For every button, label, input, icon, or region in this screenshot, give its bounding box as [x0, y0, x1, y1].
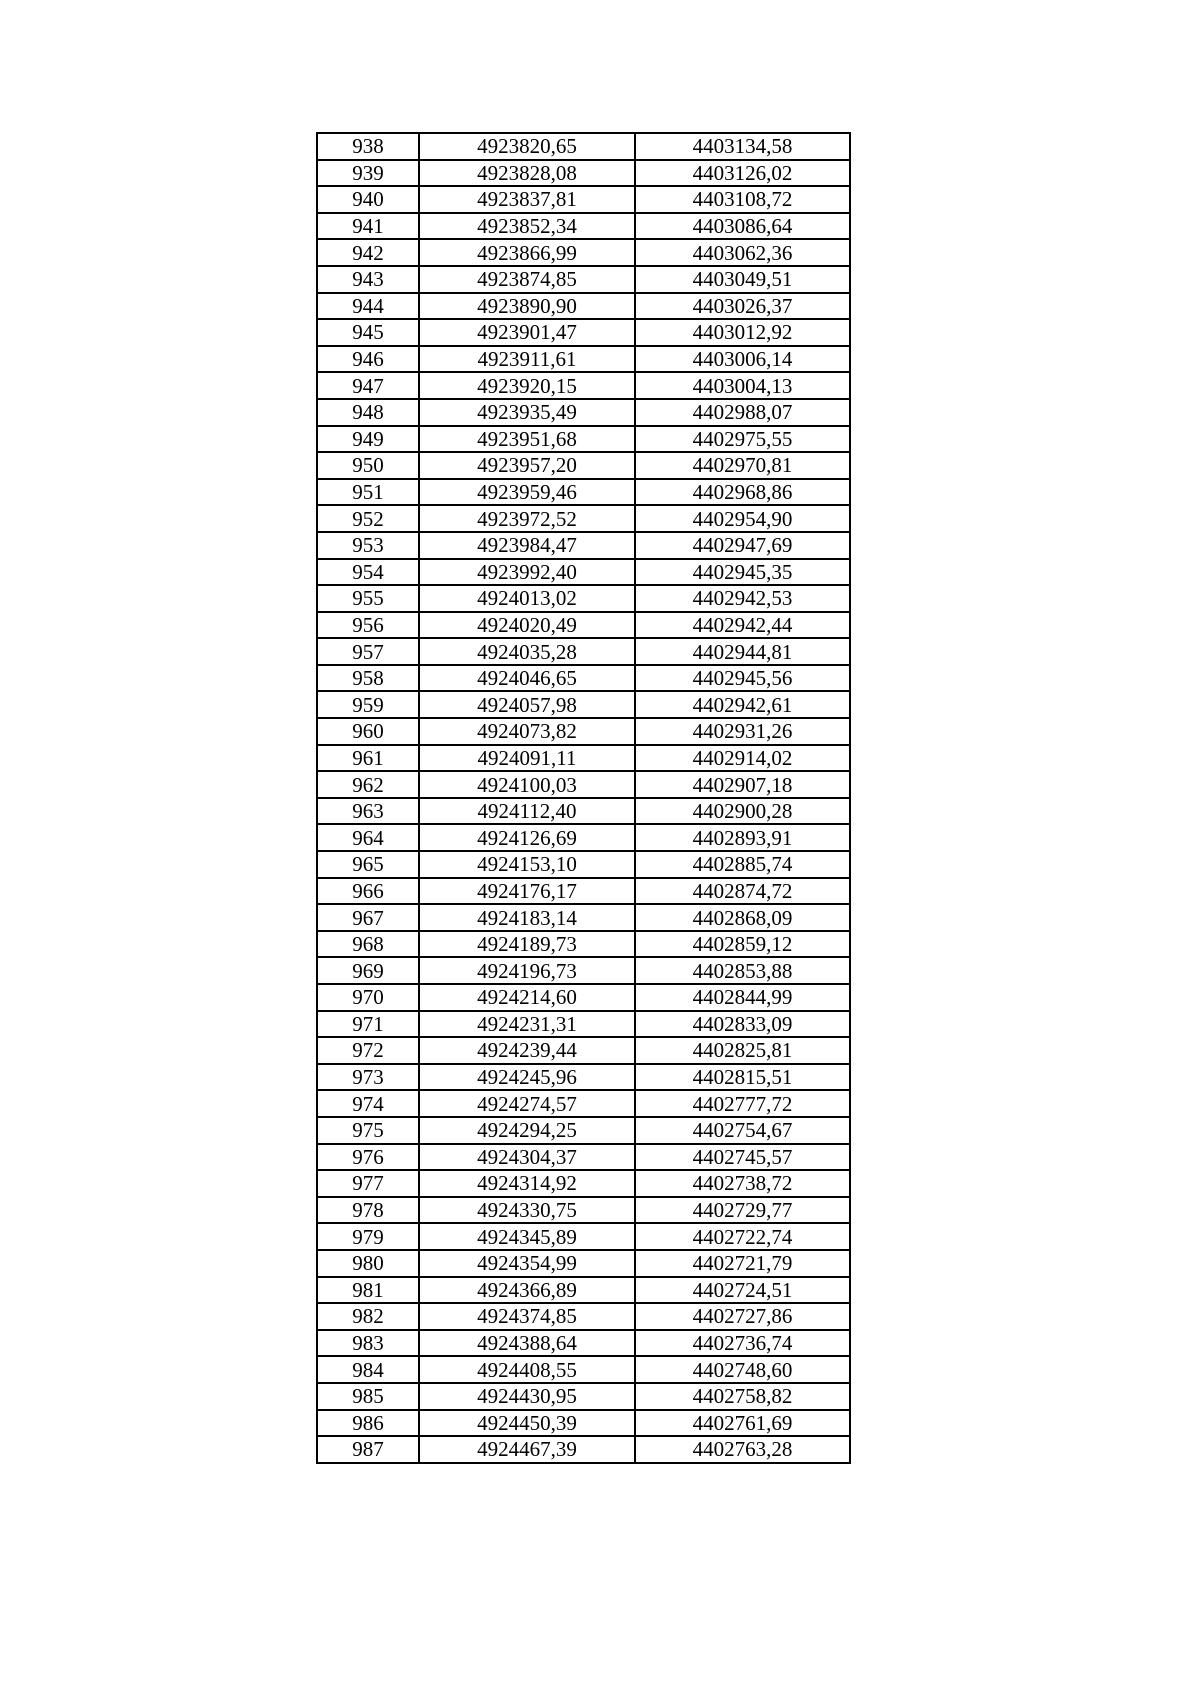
x-coordinate-cell: 4923837,81	[419, 186, 635, 213]
table-row	[317, 1330, 850, 1357]
coordinates-table-body	[317, 133, 850, 1463]
point-number-cell: 960	[317, 718, 419, 745]
y-coordinate-cell: 4402931,26	[635, 718, 850, 745]
table-row	[317, 851, 850, 878]
x-coordinate-cell: 4923874,85	[419, 266, 635, 293]
x-coordinate-cell: 4924388,64	[419, 1330, 635, 1357]
table-row	[317, 1303, 850, 1330]
x-coordinate-cell: 4924176,17	[419, 878, 635, 905]
y-coordinate-cell: 4402833,09	[635, 1011, 850, 1038]
x-coordinate-cell: 4924430,95	[419, 1383, 635, 1410]
point-number-cell: 983	[317, 1330, 419, 1357]
table-row	[317, 559, 850, 586]
y-coordinate-cell: 4402745,57	[635, 1144, 850, 1171]
y-coordinate-cell: 4402825,81	[635, 1037, 850, 1064]
coordinates-table	[316, 132, 851, 1464]
y-coordinate-cell: 4403026,37	[635, 293, 850, 320]
x-coordinate-cell: 4924374,85	[419, 1303, 635, 1330]
point-number-cell: 978	[317, 1197, 419, 1224]
point-number-cell: 965	[317, 851, 419, 878]
x-coordinate-cell: 4924345,89	[419, 1223, 635, 1250]
point-number-cell: 954	[317, 559, 419, 586]
x-coordinate-cell: 4923820,65	[419, 133, 635, 160]
point-number-cell: 957	[317, 638, 419, 665]
x-coordinate-cell: 4924046,65	[419, 665, 635, 692]
table-row	[317, 372, 850, 399]
table-row	[317, 904, 850, 931]
table-row	[317, 1170, 850, 1197]
table-row	[317, 931, 850, 958]
point-number-cell: 956	[317, 612, 419, 639]
y-coordinate-cell: 4402722,74	[635, 1223, 850, 1250]
x-coordinate-cell: 4924330,75	[419, 1197, 635, 1224]
point-number-cell: 938	[317, 133, 419, 160]
y-coordinate-cell: 4403006,14	[635, 346, 850, 373]
table-row	[317, 1064, 850, 1091]
point-number-cell: 949	[317, 426, 419, 453]
x-coordinate-cell: 4923911,61	[419, 346, 635, 373]
point-number-cell: 974	[317, 1090, 419, 1117]
x-coordinate-cell: 4924100,03	[419, 771, 635, 798]
point-number-cell: 969	[317, 957, 419, 984]
table-row	[317, 239, 850, 266]
x-coordinate-cell: 4924294,25	[419, 1117, 635, 1144]
x-coordinate-cell: 4923957,20	[419, 452, 635, 479]
point-number-cell: 966	[317, 878, 419, 905]
point-number-cell: 976	[317, 1144, 419, 1171]
x-coordinate-cell: 4924189,73	[419, 931, 635, 958]
y-coordinate-cell: 4402748,60	[635, 1356, 850, 1383]
table-row	[317, 1197, 850, 1224]
x-coordinate-cell: 4923972,52	[419, 505, 635, 532]
y-coordinate-cell: 4402754,67	[635, 1117, 850, 1144]
point-number-cell: 971	[317, 1011, 419, 1038]
table-row	[317, 638, 850, 665]
table-row	[317, 824, 850, 851]
x-coordinate-cell: 4924126,69	[419, 824, 635, 851]
point-number-cell: 958	[317, 665, 419, 692]
table-row	[317, 319, 850, 346]
y-coordinate-cell: 4402945,35	[635, 559, 850, 586]
x-coordinate-cell: 4924467,39	[419, 1436, 635, 1463]
y-coordinate-cell: 4402944,81	[635, 638, 850, 665]
x-coordinate-cell: 4924153,10	[419, 851, 635, 878]
y-coordinate-cell: 4402815,51	[635, 1064, 850, 1091]
point-number-cell: 975	[317, 1117, 419, 1144]
y-coordinate-cell: 4402727,86	[635, 1303, 850, 1330]
point-number-cell: 961	[317, 745, 419, 772]
table-row	[317, 452, 850, 479]
table-row	[317, 1356, 850, 1383]
x-coordinate-cell: 4924408,55	[419, 1356, 635, 1383]
x-coordinate-cell: 4924214,60	[419, 984, 635, 1011]
x-coordinate-cell: 4924013,02	[419, 585, 635, 612]
table-row	[317, 1250, 850, 1277]
y-coordinate-cell: 4402914,02	[635, 745, 850, 772]
y-coordinate-cell: 4402947,69	[635, 532, 850, 559]
point-number-cell: 967	[317, 904, 419, 931]
y-coordinate-cell: 4403004,13	[635, 372, 850, 399]
y-coordinate-cell: 4402761,69	[635, 1410, 850, 1437]
y-coordinate-cell: 4402777,72	[635, 1090, 850, 1117]
point-number-cell: 985	[317, 1383, 419, 1410]
point-number-cell: 959	[317, 691, 419, 718]
point-number-cell: 943	[317, 266, 419, 293]
x-coordinate-cell: 4924231,31	[419, 1011, 635, 1038]
y-coordinate-cell: 4403134,58	[635, 133, 850, 160]
point-number-cell: 951	[317, 479, 419, 506]
point-number-cell: 973	[317, 1064, 419, 1091]
x-coordinate-cell: 4924366,89	[419, 1277, 635, 1304]
x-coordinate-cell: 4924091,11	[419, 745, 635, 772]
point-number-cell: 968	[317, 931, 419, 958]
x-coordinate-cell: 4924245,96	[419, 1064, 635, 1091]
point-number-cell: 941	[317, 213, 419, 240]
table-row	[317, 1277, 850, 1304]
table-row	[317, 186, 850, 213]
x-coordinate-cell: 4924112,40	[419, 798, 635, 825]
x-coordinate-cell: 4924057,98	[419, 691, 635, 718]
y-coordinate-cell: 4402970,81	[635, 452, 850, 479]
point-number-cell: 977	[317, 1170, 419, 1197]
table-row	[317, 665, 850, 692]
point-number-cell: 972	[317, 1037, 419, 1064]
point-number-cell: 970	[317, 984, 419, 1011]
x-coordinate-cell: 4923901,47	[419, 319, 635, 346]
y-coordinate-cell: 4402763,28	[635, 1436, 850, 1463]
x-coordinate-cell: 4924450,39	[419, 1410, 635, 1437]
table-row	[317, 266, 850, 293]
x-coordinate-cell: 4924196,73	[419, 957, 635, 984]
table-row	[317, 133, 850, 160]
table-row	[317, 479, 850, 506]
point-number-cell: 950	[317, 452, 419, 479]
table-row	[317, 585, 850, 612]
y-coordinate-cell: 4402736,74	[635, 1330, 850, 1357]
point-number-cell: 979	[317, 1223, 419, 1250]
x-coordinate-cell: 4924354,99	[419, 1250, 635, 1277]
point-number-cell: 984	[317, 1356, 419, 1383]
table-row	[317, 771, 850, 798]
y-coordinate-cell: 4402907,18	[635, 771, 850, 798]
point-number-cell: 981	[317, 1277, 419, 1304]
point-number-cell: 987	[317, 1436, 419, 1463]
table-row	[317, 798, 850, 825]
y-coordinate-cell: 4402900,28	[635, 798, 850, 825]
table-row	[317, 213, 850, 240]
y-coordinate-cell: 4403126,02	[635, 160, 850, 187]
table-row	[317, 1117, 850, 1144]
point-number-cell: 962	[317, 771, 419, 798]
point-number-cell: 945	[317, 319, 419, 346]
y-coordinate-cell: 4402859,12	[635, 931, 850, 958]
table-row	[317, 745, 850, 772]
x-coordinate-cell: 4923852,34	[419, 213, 635, 240]
y-coordinate-cell: 4402738,72	[635, 1170, 850, 1197]
point-number-cell: 947	[317, 372, 419, 399]
table-row	[317, 346, 850, 373]
y-coordinate-cell: 4402853,88	[635, 957, 850, 984]
point-number-cell: 952	[317, 505, 419, 532]
point-number-cell: 953	[317, 532, 419, 559]
point-number-cell: 964	[317, 824, 419, 851]
point-number-cell: 940	[317, 186, 419, 213]
x-coordinate-cell: 4923951,68	[419, 426, 635, 453]
table-row	[317, 984, 850, 1011]
x-coordinate-cell: 4923828,08	[419, 160, 635, 187]
table-row	[317, 612, 850, 639]
y-coordinate-cell: 4402874,72	[635, 878, 850, 905]
y-coordinate-cell: 4403012,92	[635, 319, 850, 346]
y-coordinate-cell: 4402954,90	[635, 505, 850, 532]
point-number-cell: 955	[317, 585, 419, 612]
y-coordinate-cell: 4402721,79	[635, 1250, 850, 1277]
x-coordinate-cell: 4923890,90	[419, 293, 635, 320]
y-coordinate-cell: 4402844,99	[635, 984, 850, 1011]
table-row	[317, 293, 850, 320]
x-coordinate-cell: 4924274,57	[419, 1090, 635, 1117]
y-coordinate-cell: 4402758,82	[635, 1383, 850, 1410]
x-coordinate-cell: 4924073,82	[419, 718, 635, 745]
y-coordinate-cell: 4402868,09	[635, 904, 850, 931]
y-coordinate-cell: 4402975,55	[635, 426, 850, 453]
point-number-cell: 963	[317, 798, 419, 825]
y-coordinate-cell: 4402729,77	[635, 1197, 850, 1224]
point-number-cell: 942	[317, 239, 419, 266]
y-coordinate-cell: 4402945,56	[635, 665, 850, 692]
y-coordinate-cell: 4402942,53	[635, 585, 850, 612]
point-number-cell: 944	[317, 293, 419, 320]
point-number-cell: 980	[317, 1250, 419, 1277]
table-row	[317, 1383, 850, 1410]
x-coordinate-cell: 4923920,15	[419, 372, 635, 399]
x-coordinate-cell: 4923959,46	[419, 479, 635, 506]
y-coordinate-cell: 4403108,72	[635, 186, 850, 213]
table-row	[317, 505, 850, 532]
y-coordinate-cell: 4402942,44	[635, 612, 850, 639]
table-row	[317, 426, 850, 453]
point-number-cell: 939	[317, 160, 419, 187]
point-number-cell: 946	[317, 346, 419, 373]
table-row	[317, 399, 850, 426]
y-coordinate-cell: 4402988,07	[635, 399, 850, 426]
y-coordinate-cell: 4402885,74	[635, 851, 850, 878]
y-coordinate-cell: 4402893,91	[635, 824, 850, 851]
x-coordinate-cell: 4924183,14	[419, 904, 635, 931]
point-number-cell: 982	[317, 1303, 419, 1330]
y-coordinate-cell: 4403049,51	[635, 266, 850, 293]
table-row	[317, 1011, 850, 1038]
table-row	[317, 691, 850, 718]
x-coordinate-cell: 4924304,37	[419, 1144, 635, 1171]
x-coordinate-cell: 4923935,49	[419, 399, 635, 426]
x-coordinate-cell: 4924239,44	[419, 1037, 635, 1064]
table-row	[317, 1436, 850, 1463]
table-row	[317, 532, 850, 559]
table-row	[317, 878, 850, 905]
y-coordinate-cell: 4402968,86	[635, 479, 850, 506]
point-number-cell: 948	[317, 399, 419, 426]
x-coordinate-cell: 4924314,92	[419, 1170, 635, 1197]
x-coordinate-cell: 4923866,99	[419, 239, 635, 266]
table-row	[317, 1144, 850, 1171]
table-row	[317, 1037, 850, 1064]
x-coordinate-cell: 4924035,28	[419, 638, 635, 665]
table-row	[317, 1410, 850, 1437]
table-row	[317, 1223, 850, 1250]
table-row	[317, 1090, 850, 1117]
y-coordinate-cell: 4403086,64	[635, 213, 850, 240]
table-row	[317, 718, 850, 745]
table-row	[317, 957, 850, 984]
y-coordinate-cell: 4402724,51	[635, 1277, 850, 1304]
x-coordinate-cell: 4923984,47	[419, 532, 635, 559]
y-coordinate-cell: 4402942,61	[635, 691, 850, 718]
table-row	[317, 160, 850, 187]
x-coordinate-cell: 4923992,40	[419, 559, 635, 586]
y-coordinate-cell: 4403062,36	[635, 239, 850, 266]
point-number-cell: 986	[317, 1410, 419, 1437]
x-coordinate-cell: 4924020,49	[419, 612, 635, 639]
